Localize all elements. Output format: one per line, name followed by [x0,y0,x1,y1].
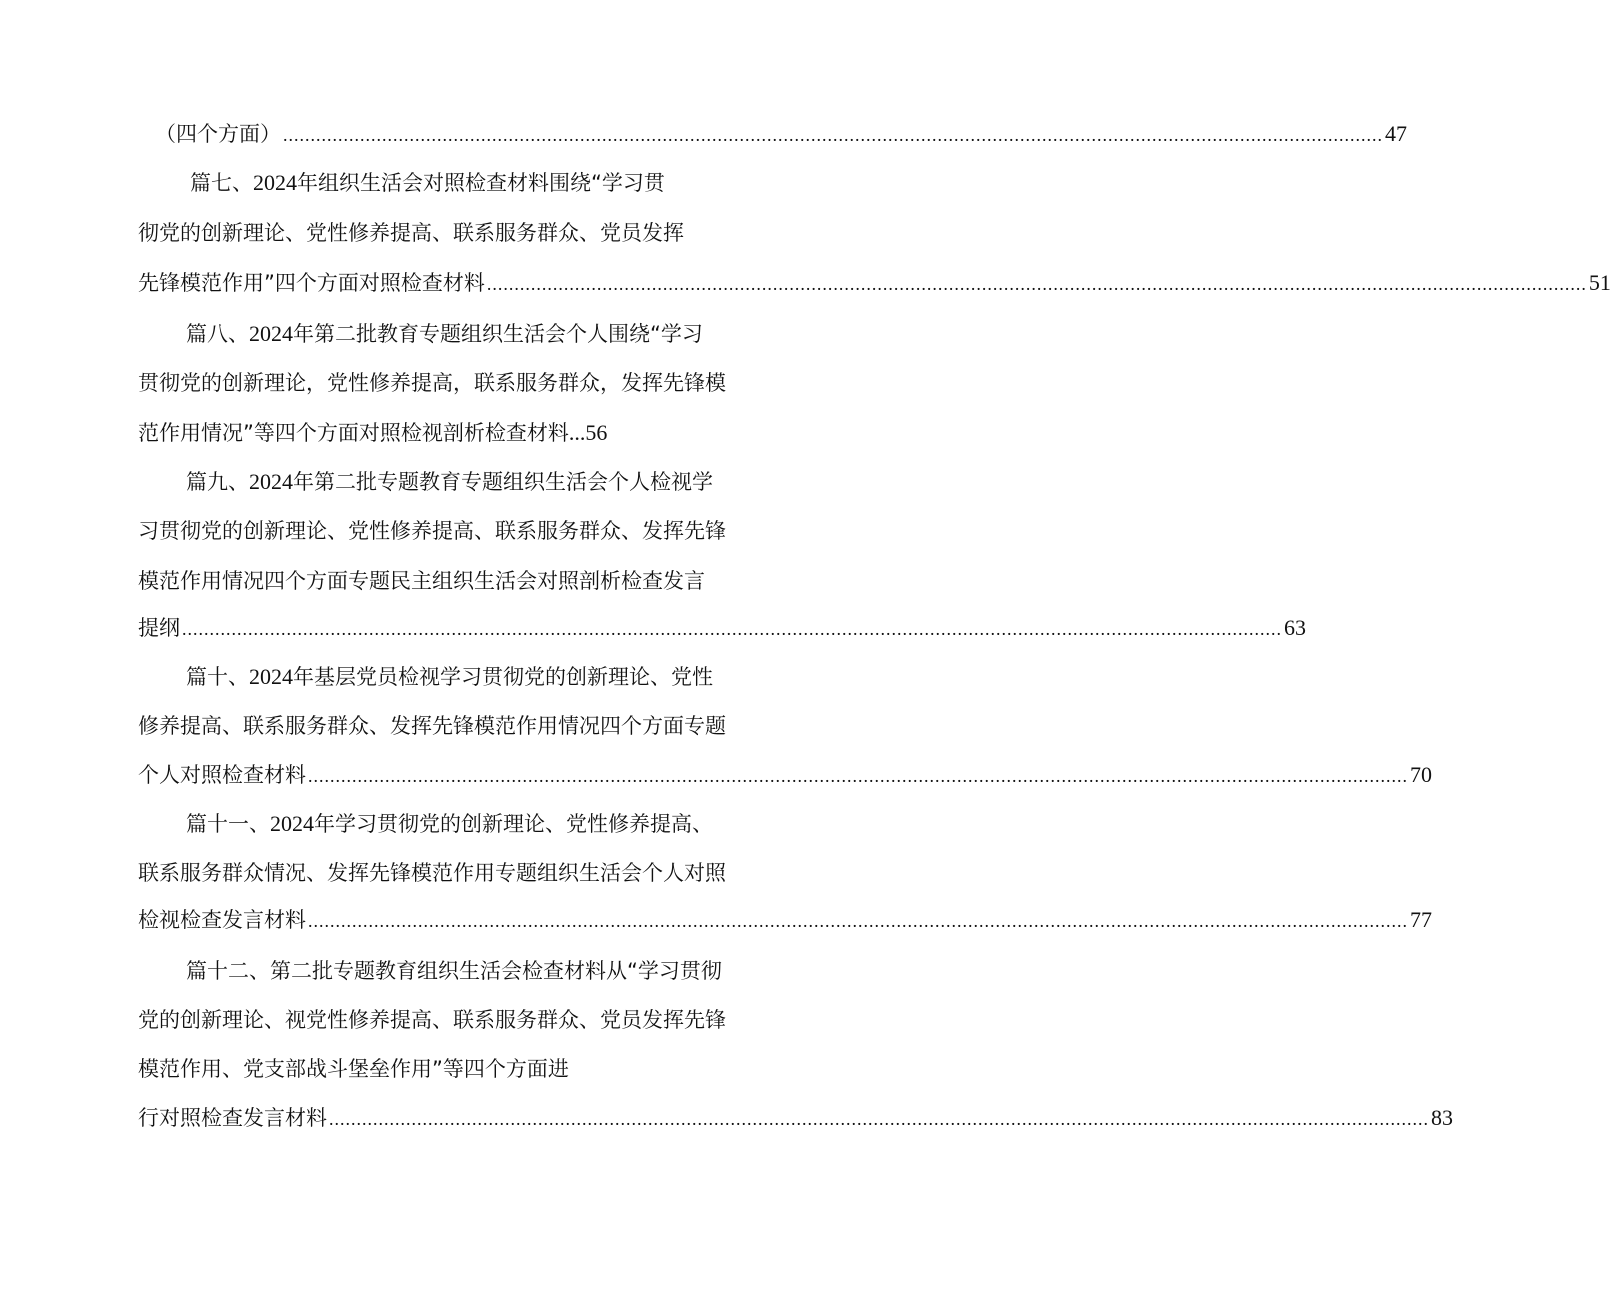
toc-entry-12-line-4[interactable] [138,1101,1453,1135]
toc-page-number: 51 [1588,270,1611,295]
toc-entry-year: 2024 [249,664,293,689]
toc-page-number: 63 [1284,615,1306,640]
toc-entry-10-line-3[interactable] [138,758,1432,792]
toc-leader-dots: ... [568,420,586,445]
toc-page-number: 47 [1385,121,1407,146]
toc-entry-text: 范作用情况”等四个方面对照检视剖析检查材料 [138,421,569,445]
toc-entry-8-line-3[interactable] [138,416,788,450]
toc-entry-12-line-3[interactable] [138,1052,788,1086]
toc-entry-text: 贯彻党的创新理论，党性修养提高，联系服务群众，发挥先锋模 [138,371,726,395]
toc-leader-dots: ........................................................................................................................................................................................................ [329,1109,1429,1129]
toc-page-number: 83 [1431,1105,1453,1130]
toc-entry-line[interactable] [155,117,1407,151]
toc-page-number: 70 [1410,762,1432,787]
toc-entry-11-line-2[interactable] [138,856,788,890]
toc-entry-year: 2024 [270,811,314,836]
toc-entry-7-line-3[interactable] [138,266,1611,300]
toc-entry-text: 年学习贯彻党的创新理论、党性修养提高、 [314,812,713,836]
toc-entry-8-line-1[interactable] [138,317,788,351]
toc-entry-text: 习贯彻党的创新理论、党性修养提高、联系服务群众、发挥先锋 [138,519,726,543]
toc-entry-text: 先锋模范作用”四个方面对照检查材料 [138,271,485,295]
toc-entry-text: 模范作用情况四个方面专题民主组织生活会对照剖析检查发言 [138,569,705,593]
toc-entry-12-line-2[interactable] [138,1003,788,1037]
toc-entry-text: 联系服务群众情况、发挥先锋模范作用专题组织生活会个人对照 [138,861,726,885]
toc-entry-9-line-4[interactable] [138,611,1306,645]
toc-entry-year: 2024 [249,469,293,494]
toc-entry-11-line-3[interactable] [138,903,1432,937]
toc-leader-dots: ........................................................................................................................................................................................................ [308,766,1408,786]
toc-entry-prefix: 篇十一、 [186,812,270,836]
toc-entry-prefix: 篇八、 [186,322,249,346]
toc-entry-prefix: 篇七、 [190,171,253,195]
toc-entry-text: 修养提高、联系服务群众、发挥先锋模范作用情况四个方面专题 [138,714,726,738]
toc-entry-text: 年第二批教育专题组织生活会个人围绕“学习 [293,322,703,346]
toc-leader-dots: ........................................................................................................................................................................................................ [182,619,1282,639]
toc-entry-text: （四个方面） [155,122,281,146]
toc-entry-text: 年组织生活会对照检查材料围绕“学习贯 [297,171,665,195]
toc-entry-12-line-1[interactable] [138,954,788,988]
toc-entry-text: 检视检查发言材料 [138,908,306,932]
toc-entry-text: 个人对照检查材料 [138,763,306,787]
toc-entry-text: 年基层党员检视学习贯彻党的创新理论、党性 [293,665,713,689]
toc-entry-11-line-1[interactable] [138,807,788,841]
toc-leader-dots: ........................................................................................................................................................................................................ [486,274,1587,294]
toc-entry-7-line-1[interactable] [190,166,790,200]
toc-entry-text: 模范作用、党支部战斗堡垒作用”等四个方面进 [138,1057,569,1081]
toc-page-number: 77 [1410,907,1432,932]
toc-entry-year: 2024 [253,170,297,195]
toc-entry-prefix: 篇九、 [186,470,249,494]
toc-entry-text: 篇十二、第二批专题教育组织生活会检查材料从“学习贯彻 [186,959,722,983]
toc-entry-10-line-2[interactable] [138,709,788,743]
toc-entry-7-line-2[interactable] [138,216,788,250]
toc-entry-text: 党的创新理论、视党性修养提高、联系服务群众、党员发挥先锋 [138,1008,726,1032]
toc-entry-9-line-2[interactable] [138,514,788,548]
toc-entry-year: 2024 [249,321,293,346]
toc-entry-8-line-2[interactable] [138,366,788,400]
toc-entry-text: 提纲 [138,616,180,640]
toc-entry-text: 行对照检查发言材料 [138,1106,327,1130]
toc-entry-prefix: 篇十、 [186,665,249,689]
toc-page-number: 56 [585,420,608,445]
toc-entry-10-line-1[interactable] [138,660,788,694]
toc-entry-9-line-1[interactable] [138,465,788,499]
toc-entry-9-line-3[interactable] [138,564,788,598]
toc-entry-text: 彻党的创新理论、党性修养提高、联系服务群众、党员发挥 [138,221,684,245]
toc-leader-dots: ........................................................................................................................................................................................................ [283,125,1383,145]
toc-entry-text: 年第二批专题教育专题组织生活会个人检视学 [293,470,713,494]
toc-leader-dots: ........................................................................................................................................................................................................ [308,911,1408,931]
